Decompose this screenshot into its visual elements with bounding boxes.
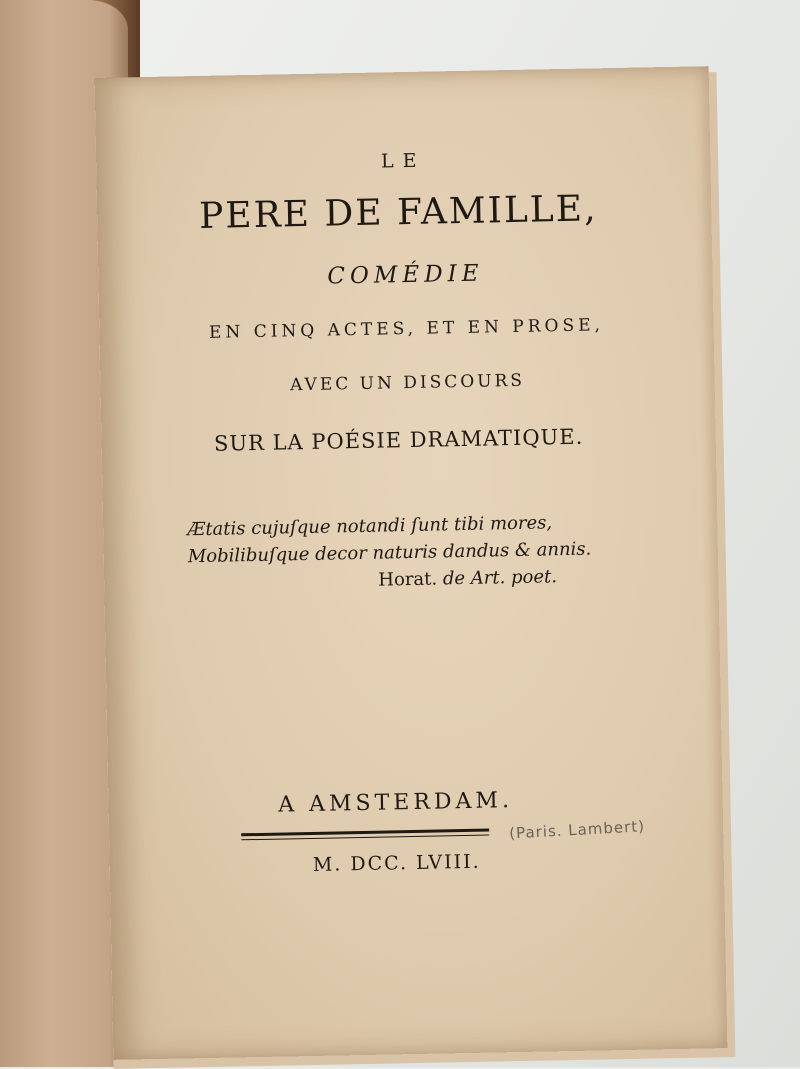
epigraph-line-2: Mobilibuſque decor naturis dandus & annis. [187,538,592,568]
subtitle: COMÉDIE [327,260,484,290]
poesie-line: SUR LA POÉSIE DRAMATIQUE. [213,424,584,456]
attribution-author: Horat. [378,568,438,591]
double-rule [241,829,489,841]
title-article: LE [380,149,426,173]
main-title: PERE DE FAMILLE, [198,188,598,238]
imprint: A AMSTERDAM. [278,788,514,818]
title-page [95,66,728,1060]
handwritten-note: (Paris. Lambert) [508,817,646,843]
publication-date: M. DCC. LVIII. [312,850,481,876]
acts-line: EN CINQ ACTES, ET EN PROSE, [208,315,605,343]
attribution-work: de Art. poet. [442,566,558,590]
epigraph-line-1: Ætatis cujuſque notandi ſunt tibi mores, [187,512,553,541]
epigraph [187,509,592,598]
discours-line: AVEC UN DISCOURS [289,370,526,396]
